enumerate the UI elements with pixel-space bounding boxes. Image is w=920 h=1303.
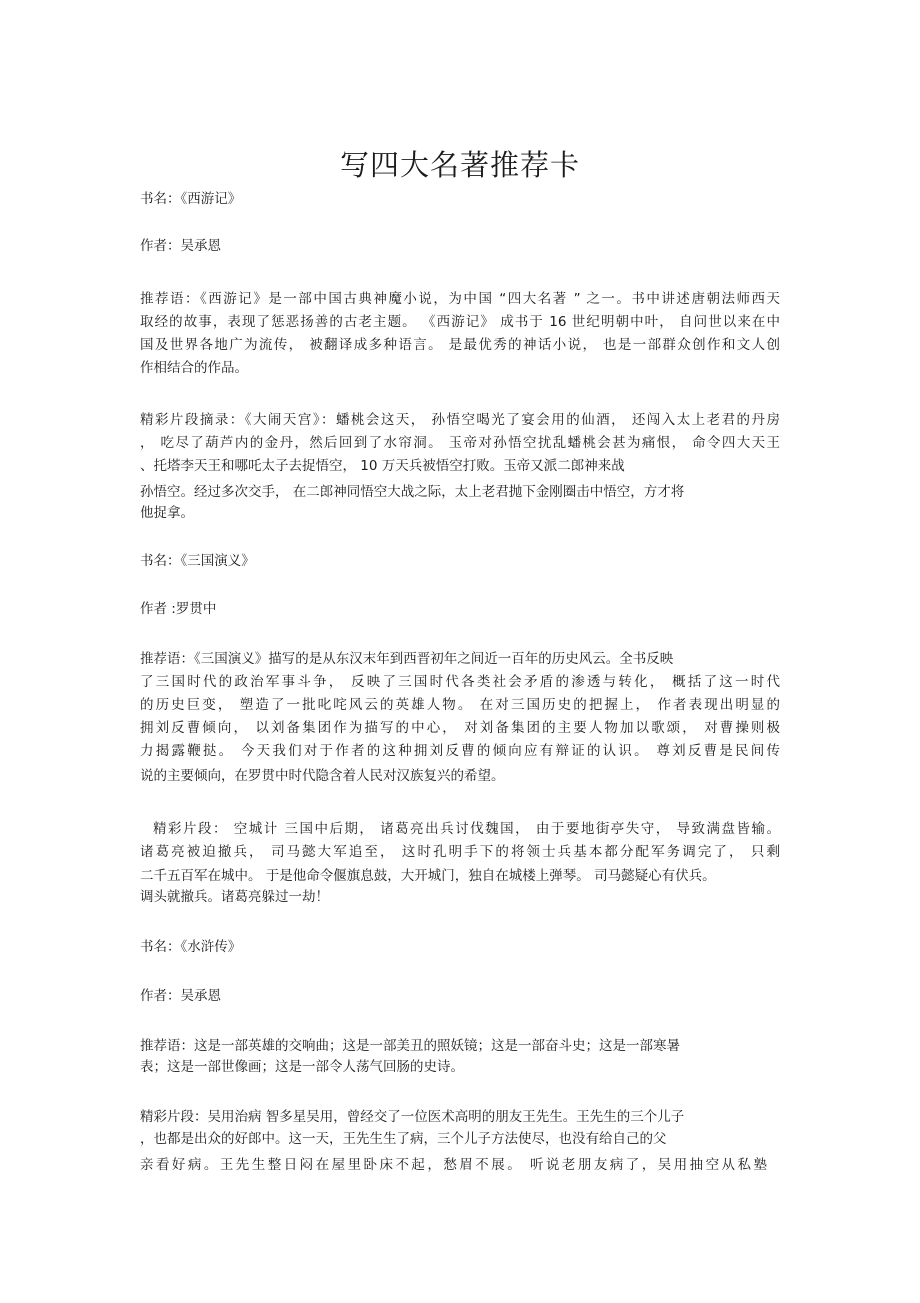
text-line: 的历史巨变， 塑造了一批叱咤风云的英雄人物。 在对三国历史的把握上， 作者表现出明显的 (140, 697, 780, 713)
text-line: 取经的故事，表现了惩恶扬善的古老主题。 《西游记》 成书于 16 世纪明朝中叶， 自问世以来在中 (140, 314, 780, 330)
text-line: 、托塔李天王和哪吒太子去捉悟空， 10 万天兵被悟空打败。玉帝又派二郎神来战 (140, 458, 625, 474)
text-line: 精彩片段： 空城计 三国中后期， 诸葛亮出兵讨伐魏国， 由于要地街亭失守， 导致满盘皆输。 (153, 821, 780, 837)
book-author-sanguo: 作者 :罗贯中 (140, 601, 217, 617)
text-line: 亲看好病。王先生整日闷在屋里卧床不起，愁眉不展。 听说老朋友病了，吴用抽空从私塾 (140, 1157, 767, 1173)
text-line: 调头就撤兵。诸葛亮躲过一劫！ (140, 889, 329, 905)
text-line: 孙悟空。经过多次交手， 在二郎神同悟空大战之际，太上老君抛下金刚圈击中悟空，方才将 (140, 484, 685, 500)
text-line: ， 吃尽了葫芦内的金丹，然后回到了水帘洞。 玉帝对孙悟空扰乱蟠桃会甚为痛恨， 命令四大天王 (140, 435, 780, 451)
text-line: 力揭露鞭挞。 今天我们对于作者的这种拥刘反曹的倾向应有辩证的认识。 尊刘反曹是民间传 (140, 743, 780, 759)
text-line: 作相结合的作品。 (140, 360, 248, 376)
book-title-shuihu: 书名：《水浒传》 (140, 939, 242, 955)
book-title-sanguo: 书名：《三国演义》 (140, 553, 255, 569)
book-author-xiyouji: 作者：吴承恩 (140, 238, 221, 254)
text-line: 说的主要倾向，在罗贯中时代隐含着人民对汉族复兴的希望。 (140, 768, 505, 784)
text-line: ，也都是出众的好郎中。这一天，王先生生了病，三个儿子方法使尽，也没有给自己的父 (140, 1131, 667, 1147)
text-line: 精彩片段：吴用治病 智多星吴用，曾经交了一位医术高明的朋友王先生。王先生的三个儿子 (140, 1109, 685, 1125)
book-title-xiyouji: 书名：《西游记》 (140, 191, 242, 207)
text-line: 拥刘反曹倾向， 以刘备集团作为描写的中心， 对刘备集团的主要人物加以歌颂， 对曹操则极 (140, 720, 780, 736)
text-line: 他捉拿。 (140, 505, 194, 521)
text-line: 了三国时代的政治军事斗争， 反映了三国时代各类社会矛盾的渗透与转化， 概括了这一时代 (140, 674, 780, 690)
text-line: 推荐语：《西游记》是一部中国古典神魔小说，为中国 “四大名著 ” 之一。书中讲述唐朝法师西天 (140, 291, 780, 307)
text-line: 国及世界各地广为流传， 被翻译成多种语言。 是最优秀的神话小说， 也是一部群众创作和文人创 (140, 337, 780, 353)
book-author-shuihu: 作者：吴承恩 (140, 988, 221, 1004)
text-line: 精彩片段摘录：《大闹天宫》：蟠桃会这天， 孙悟空喝光了宴会用的仙酒， 还闯入太上老君的丹房 (140, 412, 780, 428)
text-line: 推荐语：《三国演义》描写的是从东汉末年到西晋初年之间近一百年的历史风云。全书反映 (140, 651, 674, 667)
page-title: 写四大名著推荐卡 (339, 148, 580, 182)
text-line: 推荐语：这是一部英雄的交响曲；这是一部美丑的照妖镜；这是一部奋斗史；这是一部寒暑 (140, 1038, 680, 1054)
text-line: 诸葛亮被迫撤兵， 司马懿大军追至， 这时孔明手下的将领士兵基本都分配军务调完了， 只剩 (140, 844, 780, 860)
text-line: 二千五百军在城中。 于是他命令偃旗息鼓，大开城门，独自在城楼上弹琴。 司马懿疑心有伏兵。 (140, 868, 716, 884)
text-line: 表；这是一部世像画；这是一部令人荡气回肠的史诗。 (140, 1059, 464, 1075)
